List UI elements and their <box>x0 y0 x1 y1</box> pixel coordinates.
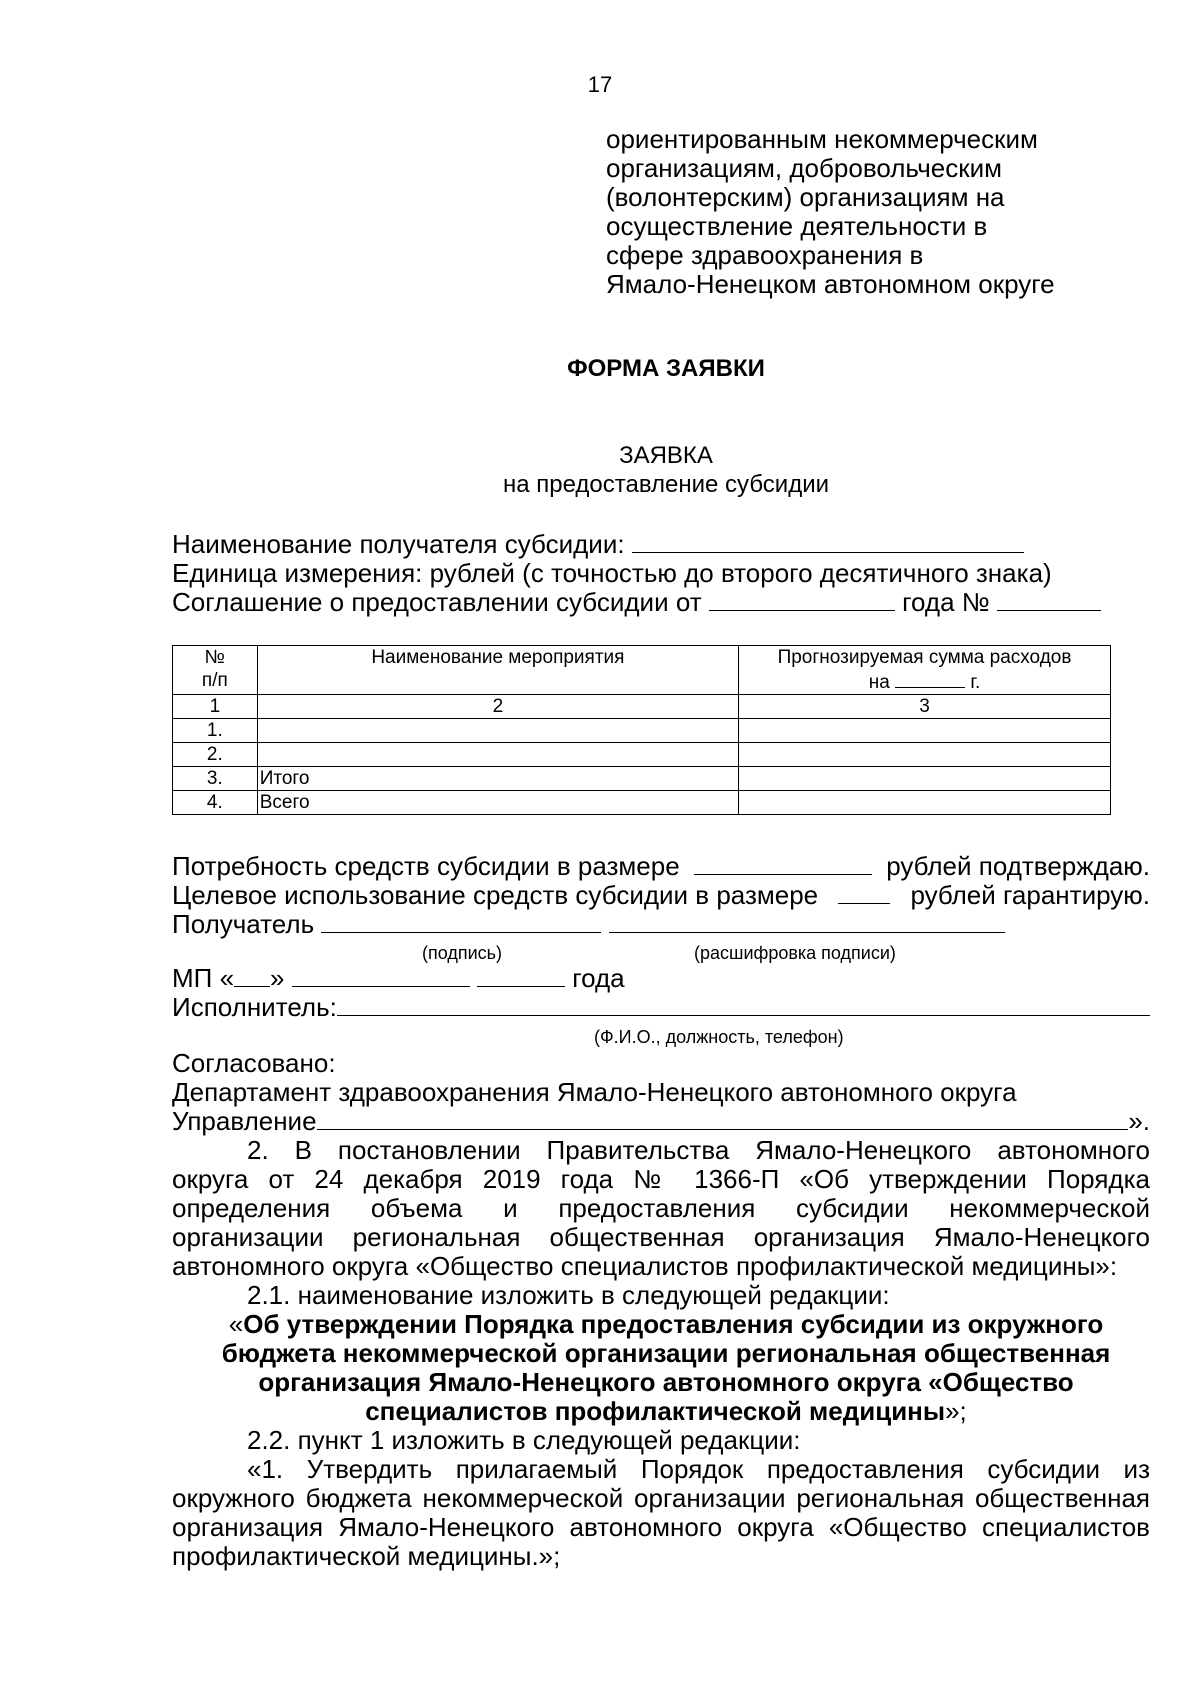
agreement-date-blank <box>709 588 895 611</box>
table-cell: 3 <box>739 695 1111 719</box>
management-line: Управление ». <box>172 1106 1150 1136</box>
recipient-blank <box>632 530 1024 553</box>
table-index-row <box>173 695 1111 719</box>
unit-line: Единица измерения: рублей (с точностью до второго десятичного знака) <box>172 558 1052 588</box>
agreement-label: Соглашение о предоставлении субсидии от <box>172 587 702 617</box>
amendment-p1-line: организация Ямало-Ненецкого автономного округа «Общество специалистов <box>172 1512 1150 1542</box>
new-title-line: специалистов профилактической медицины»; <box>365 1396 967 1426</box>
day-blank <box>234 964 270 987</box>
table-cell <box>739 719 1111 743</box>
table-cell: Всего <box>257 791 738 815</box>
amendment-p21: 2.1. наименование изложить в следующей редакции: <box>247 1280 890 1310</box>
amendment-p1-line: профилактической медицины.»; <box>172 1541 561 1571</box>
table-row <box>173 767 1111 791</box>
form-title: ФОРМА ЗАЯВКИ <box>567 355 765 382</box>
table-cell: 4. <box>173 791 258 815</box>
table-cell: 1 <box>173 695 258 719</box>
signature-caption: (подпись) <box>422 943 503 963</box>
decode-caption: (расшифровка подписи) <box>694 943 896 963</box>
management-blank <box>317 1107 1129 1130</box>
table-cell: 1. <box>173 719 258 743</box>
amendment-p2-line: автономного округа «Общество специалистов профилактической медицины»: <box>172 1251 1118 1281</box>
table-cell <box>739 743 1111 767</box>
header-name: Наименование мероприятия <box>257 646 738 695</box>
executor-blank <box>337 993 1150 1016</box>
target-amount-blank <box>838 881 890 904</box>
table-cell: 2. <box>173 743 258 767</box>
department-line: Департамент здравоохранения Ямало-Ненецкого автономного округа <box>172 1077 1017 1107</box>
amendment-p2-line: определения объема и предоставления субсидии некоммерческой <box>172 1193 1150 1223</box>
need-line: Потребность средств субсидии в размере рублей подтверждаю. <box>172 851 1150 881</box>
agreement-number-blank <box>997 588 1101 611</box>
header-line: сфере здравоохранения в <box>606 240 924 270</box>
month-blank <box>292 964 470 987</box>
table-cell: Итого <box>257 767 738 791</box>
table-cell: 3. <box>173 767 258 791</box>
page-number: 17 <box>587 72 613 97</box>
amendment-p22: 2.2. пункт 1 изложить в следующей редакции: <box>247 1425 801 1455</box>
header-line: ориентированным некоммерческим <box>606 124 1038 154</box>
year-blank <box>895 669 965 688</box>
need-amount-blank <box>694 852 872 875</box>
table-header-row <box>173 646 1111 695</box>
header-line: Ямало-Ненецком автономном округе <box>606 269 1055 299</box>
stamp-date-line: МП « » года <box>172 963 625 993</box>
signature-decode-blank <box>609 910 1005 933</box>
expense-table <box>172 645 1111 815</box>
amendment-p2-line: организации региональная общественная организация Ямало-Ненецкого <box>172 1222 1150 1252</box>
table-cell <box>739 767 1111 791</box>
recipient-label: Наименование получателя субсидии: <box>172 529 625 559</box>
amendment-p1-line: «1. Утвердить прилагаемый Порядок предоставления субсидии из <box>247 1454 1150 1484</box>
header-line: осуществление деятельности в <box>606 211 988 241</box>
table-row <box>173 719 1111 743</box>
new-title-line: бюджета некоммерческой организации региональная общественная <box>221 1338 1111 1368</box>
new-title-line: «Об утверждении Порядка предоставления субсидии из окружного <box>228 1309 1104 1339</box>
amendment-p2-line: 2. В постановлении Правительства Ямало-Ненецкого автономного <box>247 1135 1150 1165</box>
table-cell <box>739 791 1111 815</box>
agreement-line <box>172 588 1101 617</box>
application-subtitle: на предоставление субсидии <box>502 471 830 498</box>
agreement-year-label: года № <box>902 587 990 617</box>
application-title: ЗАЯВКА <box>619 442 713 469</box>
signature-blank <box>321 910 601 933</box>
executor-line: Исполнитель: <box>172 993 1150 1022</box>
amendment-p1-line: окружного бюджета некоммерческой организации региональная общественная <box>172 1483 1150 1513</box>
agreed-label: Согласовано: <box>172 1048 336 1078</box>
target-line: Целевое использование средств субсидии в размере рублей гарантирую. <box>172 880 1150 910</box>
executor-caption: (Ф.И.О., должность, телефон) <box>594 1027 844 1047</box>
header-annex-note <box>606 125 1055 299</box>
table-cell: 2 <box>257 695 738 719</box>
header-line: (волонтерским) организациям на <box>606 182 1005 212</box>
header-num: № п/п <box>173 646 258 695</box>
table-cell <box>257 719 738 743</box>
amendment-p2-line: округа от 24 декабря 2019 года № 1366-П «Об утверждении Порядка <box>172 1164 1150 1194</box>
header-line: организациям, добровольческим <box>606 153 1002 183</box>
recipient-name-line <box>172 530 1024 559</box>
new-title-line: организация Ямало-Ненецкого автономного округа «Общество <box>258 1367 1074 1397</box>
table-cell <box>257 743 738 767</box>
recipient-signature-line: Получатель <box>172 910 1005 939</box>
table-row <box>173 743 1111 767</box>
table-row <box>173 791 1111 815</box>
year-blank <box>477 964 565 987</box>
header-sum: Прогнозируемая сумма расходов на г. <box>739 646 1111 695</box>
